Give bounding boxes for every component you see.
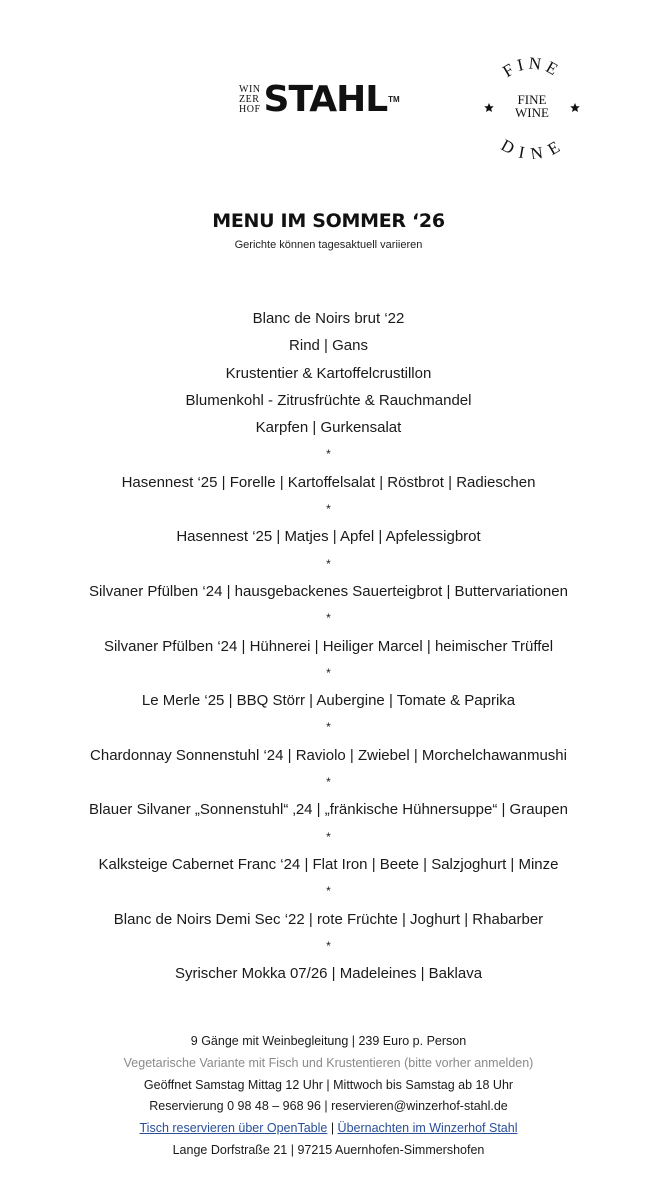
menu-course: Blanc de Noirs brut ‘22	[252, 310, 405, 327]
menu-course: Hasennest ‘25 | Matjes | Apfel | Apfelessigbrot	[176, 528, 481, 546]
seal-center-bottom: WINE	[515, 105, 549, 120]
course-separator: *	[326, 502, 331, 517]
menu-course: Rind | Gans	[289, 337, 368, 355]
menu-course: Blumenkohl - Zitrusfrüchte & Rauchmandel	[185, 391, 472, 409]
footer-vegetarian-note: Vegetarische Variante mit Fisch und Krustentieren (bitte vorher anmelden)	[123, 1055, 534, 1070]
course-separator: *	[326, 775, 331, 790]
footer-link-separator: |	[330, 1121, 335, 1136]
menu-course: Silvaner Pfülben ‘24 | hausgebackenes Sauerteigbrot | Buttervariationen	[89, 582, 568, 600]
seal-star-right-icon	[570, 103, 580, 112]
logo-hof: HOF	[239, 104, 261, 115]
footer	[0, 1031, 657, 1162]
opentable-reservation-link[interactable]: Tisch reservieren über OpenTable	[139, 1121, 328, 1136]
menu-courses	[0, 305, 657, 987]
course-separator: *	[326, 938, 331, 953]
menu-course: Chardonnay Sonnenstuhl ‘24 | Raviolo | Zwiebel | Morchelchawanmushi	[90, 746, 567, 764]
seal-center-top: FINE	[517, 92, 547, 107]
footer-opening-hours: Geöffnet Samstag Mittag 12 Uhr | Mittwoch bis Samstag ab 18 Uhr	[143, 1077, 514, 1092]
logo-zer: ZER	[239, 94, 260, 105]
logo-win: WIN	[239, 84, 261, 95]
fine-wine-fine-dine-seal	[480, 55, 584, 159]
menu-course: Silvaner Pfülben ‘24 | Hühnerei | Heiliger Marcel | heimischer Trüffel	[103, 637, 554, 655]
course-separator: *	[326, 447, 331, 462]
course-separator: *	[326, 611, 331, 626]
menu-course: Syrischer Mokka 07/26 | Madeleines | Baklava	[174, 965, 483, 983]
seal-bottom-text: DINE	[497, 135, 567, 159]
footer-links	[0, 1118, 657, 1140]
seal-top-text: FINE	[499, 55, 565, 82]
winzerhof-stahl-logo	[239, 79, 400, 120]
footer-price: 9 Gänge mit Weinbegleitung | 239 Euro p. Person	[190, 1034, 467, 1048]
menu-course: Le Merle ‘25 | BBQ Störr | Aubergine | Tomate & Paprika	[141, 692, 516, 710]
course-separator: *	[326, 884, 331, 899]
menu-subtitle: Gerichte können tagesaktuell variieren	[234, 239, 423, 251]
menu-course: Blanc de Noirs Demi Sec ‘22 | rote Früchte | Joghurt | Rhabarber	[113, 910, 544, 928]
course-separator: *	[326, 829, 331, 844]
logo-trademark: TM	[388, 95, 400, 104]
menu-title: MENU IM SOMMER ‘26	[212, 210, 445, 232]
menu-course: Kalksteige Cabernet Franc ‘24 | Flat Iron | Beete | Salzjoghurt | Minze	[98, 855, 559, 873]
overnight-stay-link[interactable]: Übernachten im Winzerhof Stahl	[337, 1121, 518, 1136]
menu-course: Blauer Silvaner „Sonnenstuhl“ ‚24 | „fränkische Hühnersuppe“ | Graupen	[89, 801, 568, 819]
menu-course: Krustentier & Kartoffelcrustillon	[225, 364, 432, 382]
menu-course: Hasennest ‘25 | Forelle | Kartoffelsalat | Röstbrot | Radieschen	[121, 473, 536, 491]
logo-winzerhof-stack	[239, 85, 261, 115]
footer-address: Lange Dorfstraße 21 | 97215 Auernhofen-Simmershofen	[172, 1142, 485, 1157]
course-separator: *	[326, 556, 331, 571]
logo-brand: STAHL	[263, 79, 388, 120]
footer-reservation: Reservierung 0 98 48 – 968 96 | reservieren@winzerhof-stahl.de	[149, 1099, 508, 1114]
course-separator: *	[326, 720, 331, 735]
seal-star-left-icon	[484, 103, 494, 112]
course-separator: *	[326, 665, 331, 680]
menu-course: Karpfen | Gurkensalat	[255, 419, 402, 437]
